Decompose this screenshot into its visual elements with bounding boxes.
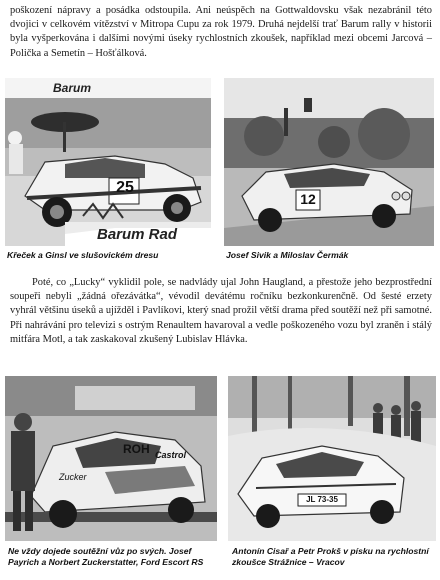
license-plate: JL 73-35 xyxy=(306,495,338,504)
photo-damaged-ford-escort xyxy=(5,376,217,541)
photo-rally-car-12 xyxy=(224,78,434,246)
photo-caption: Ne vždy dojede soutěžní vůz po svých. Josef Payrich a Norbert Zuckerstatter, Ford Escort RS xyxy=(8,546,204,567)
car-rohtext: ROH xyxy=(123,442,150,456)
car-number: 25 xyxy=(116,179,134,196)
photo-caption: Josef Sivik a Miloslav Čermák xyxy=(226,250,349,260)
car-side-text: Zucker xyxy=(59,472,87,482)
photo-caption: Křeček a Ginsl ve slušovickém dresu xyxy=(7,250,159,260)
photo-rally-car-25 xyxy=(5,78,211,246)
photo-caption: Antonín Cisař a Petr Prokš v písku na rychlostní zkoušce Strážnice – Vracov xyxy=(232,546,429,567)
body-paragraph: Poté, co „Lucky“ vyklidil pole, se nadvlády ujal John Haugland, a přestože jeho bezprostřední soupeři nebyli „žádná ořezávátka“, vévodil devátému ročníku bezkonkurenčně. Od šesté erzety vyhrál většinu úseků a ujížděl i Pavlíkovi, který snad prožil větší drama před soutěží než při samotné. Při nahrávání pro televizi s ostrým Renaultem havaroval a vedle poškozeného vozu byl zraněn i stálý mitfára Motl, a tak zaskakoval zkušený Lubislav Hlávka. xyxy=(10,277,432,345)
car-number: 12 xyxy=(300,191,316,207)
banner-barum-text: Barum xyxy=(53,81,92,95)
intro-paragraph: poškození nápravy a posádka odstoupila. Ani neúspěch na Gottwaldovsku však nezabránil této dvojici v celkovém vítězství v Mitropa Cupu za rok 1979. Druhá nejdelší trať Barum rally v historii byla vyšperkována i dalšími novými úseky rychlostních zkoušek, například mezi obcemi Jarcová – Polička a Semetín – Hošťálková. xyxy=(10,5,432,59)
photo-skoda-in-sand xyxy=(228,376,436,541)
sign-barum-text: Barum Rad xyxy=(97,226,178,243)
car-sponsor-castrol: Castrol xyxy=(155,450,187,460)
